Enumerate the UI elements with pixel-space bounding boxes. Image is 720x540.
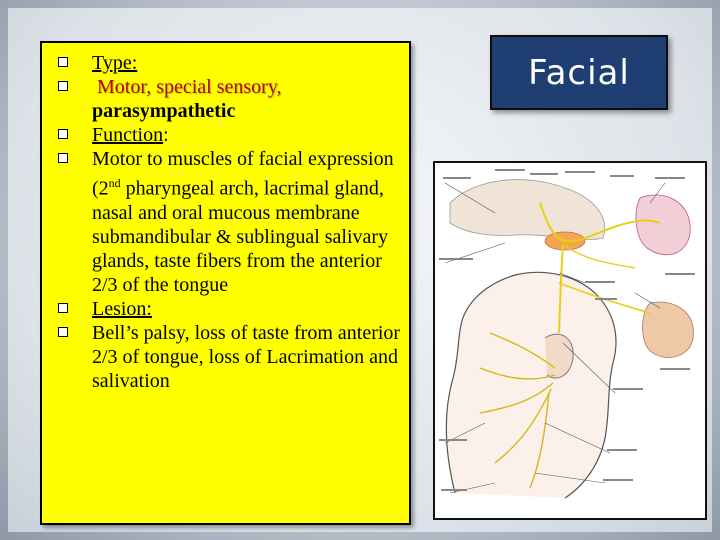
- bullet-list: [56, 51, 411, 393]
- bullet-square-icon: [58, 303, 68, 313]
- anatomy-figure: [433, 161, 707, 520]
- bullet-square-icon: [58, 153, 68, 163]
- title-box: [490, 35, 668, 110]
- function-text-b: pharyngeal arch, lacrimal gland, nasal and oral mucous membrane submandibular & sublingual salivary glands, taste fibers from the anterior 2/3 of the tongue: [92, 177, 389, 296]
- lesion-text: Bell’s palsy, loss of taste from anterior 2/3 of tongue, loss of Lacrimation and salivation: [92, 321, 401, 392]
- bullet-square-icon: [58, 81, 68, 91]
- function-colon: :: [163, 124, 169, 146]
- bullet-lesion-text: [56, 321, 411, 393]
- function-heading: Function: [92, 124, 164, 146]
- bullet-type-value: [56, 75, 411, 123]
- content-text-box: [40, 41, 411, 525]
- type-value-line2: parasympathetic: [92, 100, 236, 122]
- function-text-a: Motor to muscles of facial expression (2: [92, 148, 394, 200]
- type-value-line1: Motor, special sensory,: [97, 76, 282, 98]
- type-heading: Type:: [92, 52, 138, 74]
- function-sup: nd: [108, 176, 121, 190]
- bullet-square-icon: [58, 327, 68, 337]
- facial-nerve-anatomy-illustration-icon: [435, 163, 705, 518]
- bullet-lesion-heading: [56, 297, 411, 321]
- bullet-type-heading: [56, 51, 411, 75]
- lesion-heading: Lesion:: [92, 297, 152, 320]
- bullet-square-icon: [58, 57, 68, 67]
- bullet-function-text: [56, 147, 411, 297]
- bullet-function-heading: [56, 123, 411, 147]
- bullet-square-icon: [58, 129, 68, 139]
- slide-title: Facial: [528, 52, 630, 93]
